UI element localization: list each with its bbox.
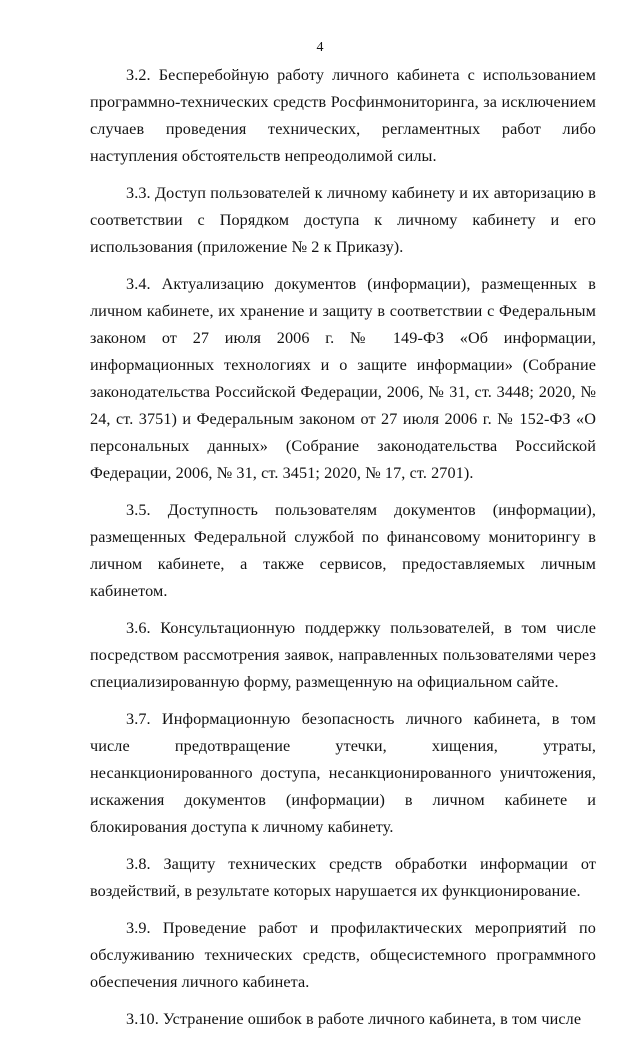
paragraph-3-4: 3.4. Актуализацию документов (информации), размещенных в личном кабинете, их хранение и защиту в соответствии с Федеральным законом от 27 июля 2006 г. № 149-ФЗ «Об информации, информационных технологиях и о защите информации» (Собрание законодательства Российской Федерации, 2006, № 31, ст. 3448; 2020, № 24, ст. 3751) и Федеральным законом от 27 июля 2006 г. № 152-ФЗ «О персональных данных» (Собрание законодательства Российской Федерации, 2006, № 31, ст. 3451; 2020, № 17, ст. 2701). bbox=[90, 275, 596, 482]
paragraph-3-6: 3.6. Консультационную поддержку пользователей, в том числе посредством рассмотрения заявок, направленных пользователями через специализированную форму, размещенную на официальном сайте. bbox=[90, 619, 596, 691]
paragraph-3-10: 3.10. Устранение ошибок в работе личного кабинета, в том числе bbox=[126, 1010, 582, 1028]
paragraph-3-9: 3.9. Проведение работ и профилактических мероприятий по обслуживанию технических средств, общесистемного программного обеспечения личного кабинета. bbox=[90, 919, 596, 991]
paragraph-3-7: 3.7. Информационную безопасность личного кабинета, в том числе предотвращение утечки, хищения, утраты, несанкционированного доступа, несанкционированного уничтожения, искажения документов (информации) в личном кабинете и блокирования доступа к личному кабинету. bbox=[90, 710, 596, 836]
page-number: 4 bbox=[316, 40, 324, 55]
document-body bbox=[90, 62, 596, 1043]
paragraph-3-5: 3.5. Доступность пользователям документов (информации), размещенных Федеральной службой по финансовому мониторингу в личном кабинете, а также сервисов, предоставляемых личным кабинетом. bbox=[90, 501, 596, 600]
paragraph-3-2: 3.2. Бесперебойную работу личного кабинета с использованием программно-технических средств Росфинмониторинга, за исключением случаев проведения технических, регламентных работ либо наступления обстоятельств непреодолимой силы. bbox=[90, 66, 596, 165]
paragraph-3-3: 3.3. Доступ пользователей к личному кабинету и их авторизацию в соответствии с Порядком доступа к личному кабинету и его использования (приложение № 2 к Приказу). bbox=[90, 184, 596, 256]
paragraph-3-8: 3.8. Защиту технических средств обработки информации от воздействий, в результате которых нарушается их функционирование. bbox=[90, 855, 596, 900]
